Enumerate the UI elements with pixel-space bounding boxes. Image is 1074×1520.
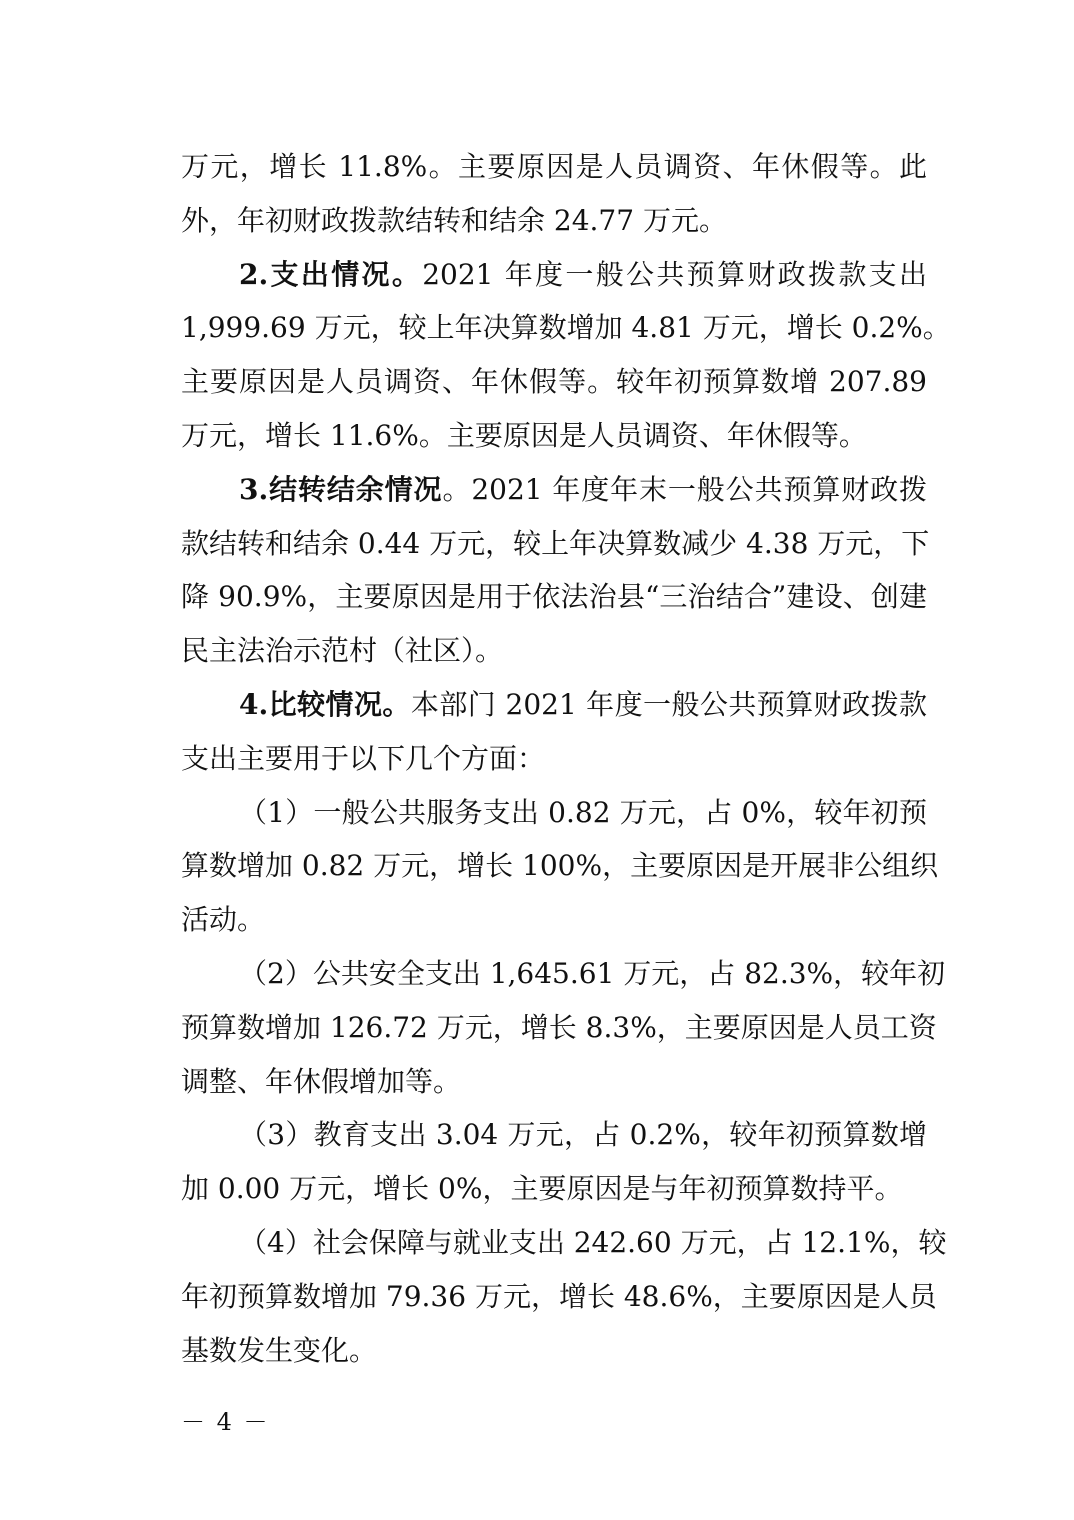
paragraph-line: 万元，增长 11.8%。主要原因是人员调资、年休假等。此 (181, 150, 927, 183)
paragraph-line: 主要原因是人员调资、年休假等。较年初预算数增 207.89 (181, 365, 927, 399)
section-title-expenditure: 2.支出情况。 (239, 257, 423, 291)
paragraph-line: 民主法治示范村（社区）。 (181, 634, 504, 668)
section-title-comparison: 4.比较情况。 (239, 687, 411, 721)
list-item-line: （4）社会保障与就业支出 242.60 万元，占 12.1%，较 (239, 1225, 947, 1259)
section-title-balance: 3.结转结余情况 (239, 472, 443, 506)
paragraph-line: 1,999.69 万元，较上年决算数增加 4.81 万元，增长 0.2%。 (181, 311, 951, 345)
paragraph-line: 年初预算数增加 79.36 万元，增长 48.6%，主要原因是人员 (181, 1279, 937, 1313)
paragraph-line: 降 90.9%，主要原因是用于依法治县“三治结合”建设、创建 (181, 580, 927, 614)
paragraph-line: 预算数增加 126.72 万元，增长 8.3%，主要原因是人员工资 (181, 1010, 937, 1044)
paragraph-line: 款结转和结余 0.44 万元，较上年决算数减少 4.38 万元，下 (181, 526, 930, 560)
paragraph-line: 支出主要用于以下几个方面： (181, 741, 546, 775)
paragraph-line: 基数发生变化。 (181, 1333, 378, 1367)
paragraph-line: 加 0.00 万元，增长 0%，主要原因是与年初预算数持平。 (181, 1172, 903, 1206)
list-item-line: （3）教育支出 3.04 万元，占 0.2%，较年初预算数增 (239, 1118, 927, 1152)
paragraph-line: 活动。 (181, 903, 266, 937)
section-heading-line: 3.结转结余情况。2021 年度年末一般公共预算财政拨 (239, 472, 927, 506)
section-heading-line: 4.比较情况。本部门 2021 年度一般公共预算财政拨款 (239, 687, 928, 721)
list-item-line: （1）一般公共服务支出 0.82 万元，占 0%，较年初预 (239, 795, 927, 829)
list-item-line: （2）公共安全支出 1,645.61 万元，占 82.3%，较年初 (239, 956, 946, 990)
paragraph-line: 算数增加 0.82 万元，增长 100%，主要原因是开展非公组织 (181, 849, 939, 883)
body-text (181, 140, 951, 1377)
paragraph-line: 调整、年休假增加等。 (181, 1064, 462, 1098)
page-number: － 4 － (181, 1408, 270, 1436)
paragraph-line: 万元，增长 11.6%。主要原因是人员调资、年休假等。 (181, 418, 867, 452)
paragraph-line: 外，年初财政拨款结转和结余 24.77 万元。 (181, 203, 727, 237)
section-heading-line: 2.支出情况。2021 年度一般公共预算财政拨款支出 (239, 257, 927, 291)
